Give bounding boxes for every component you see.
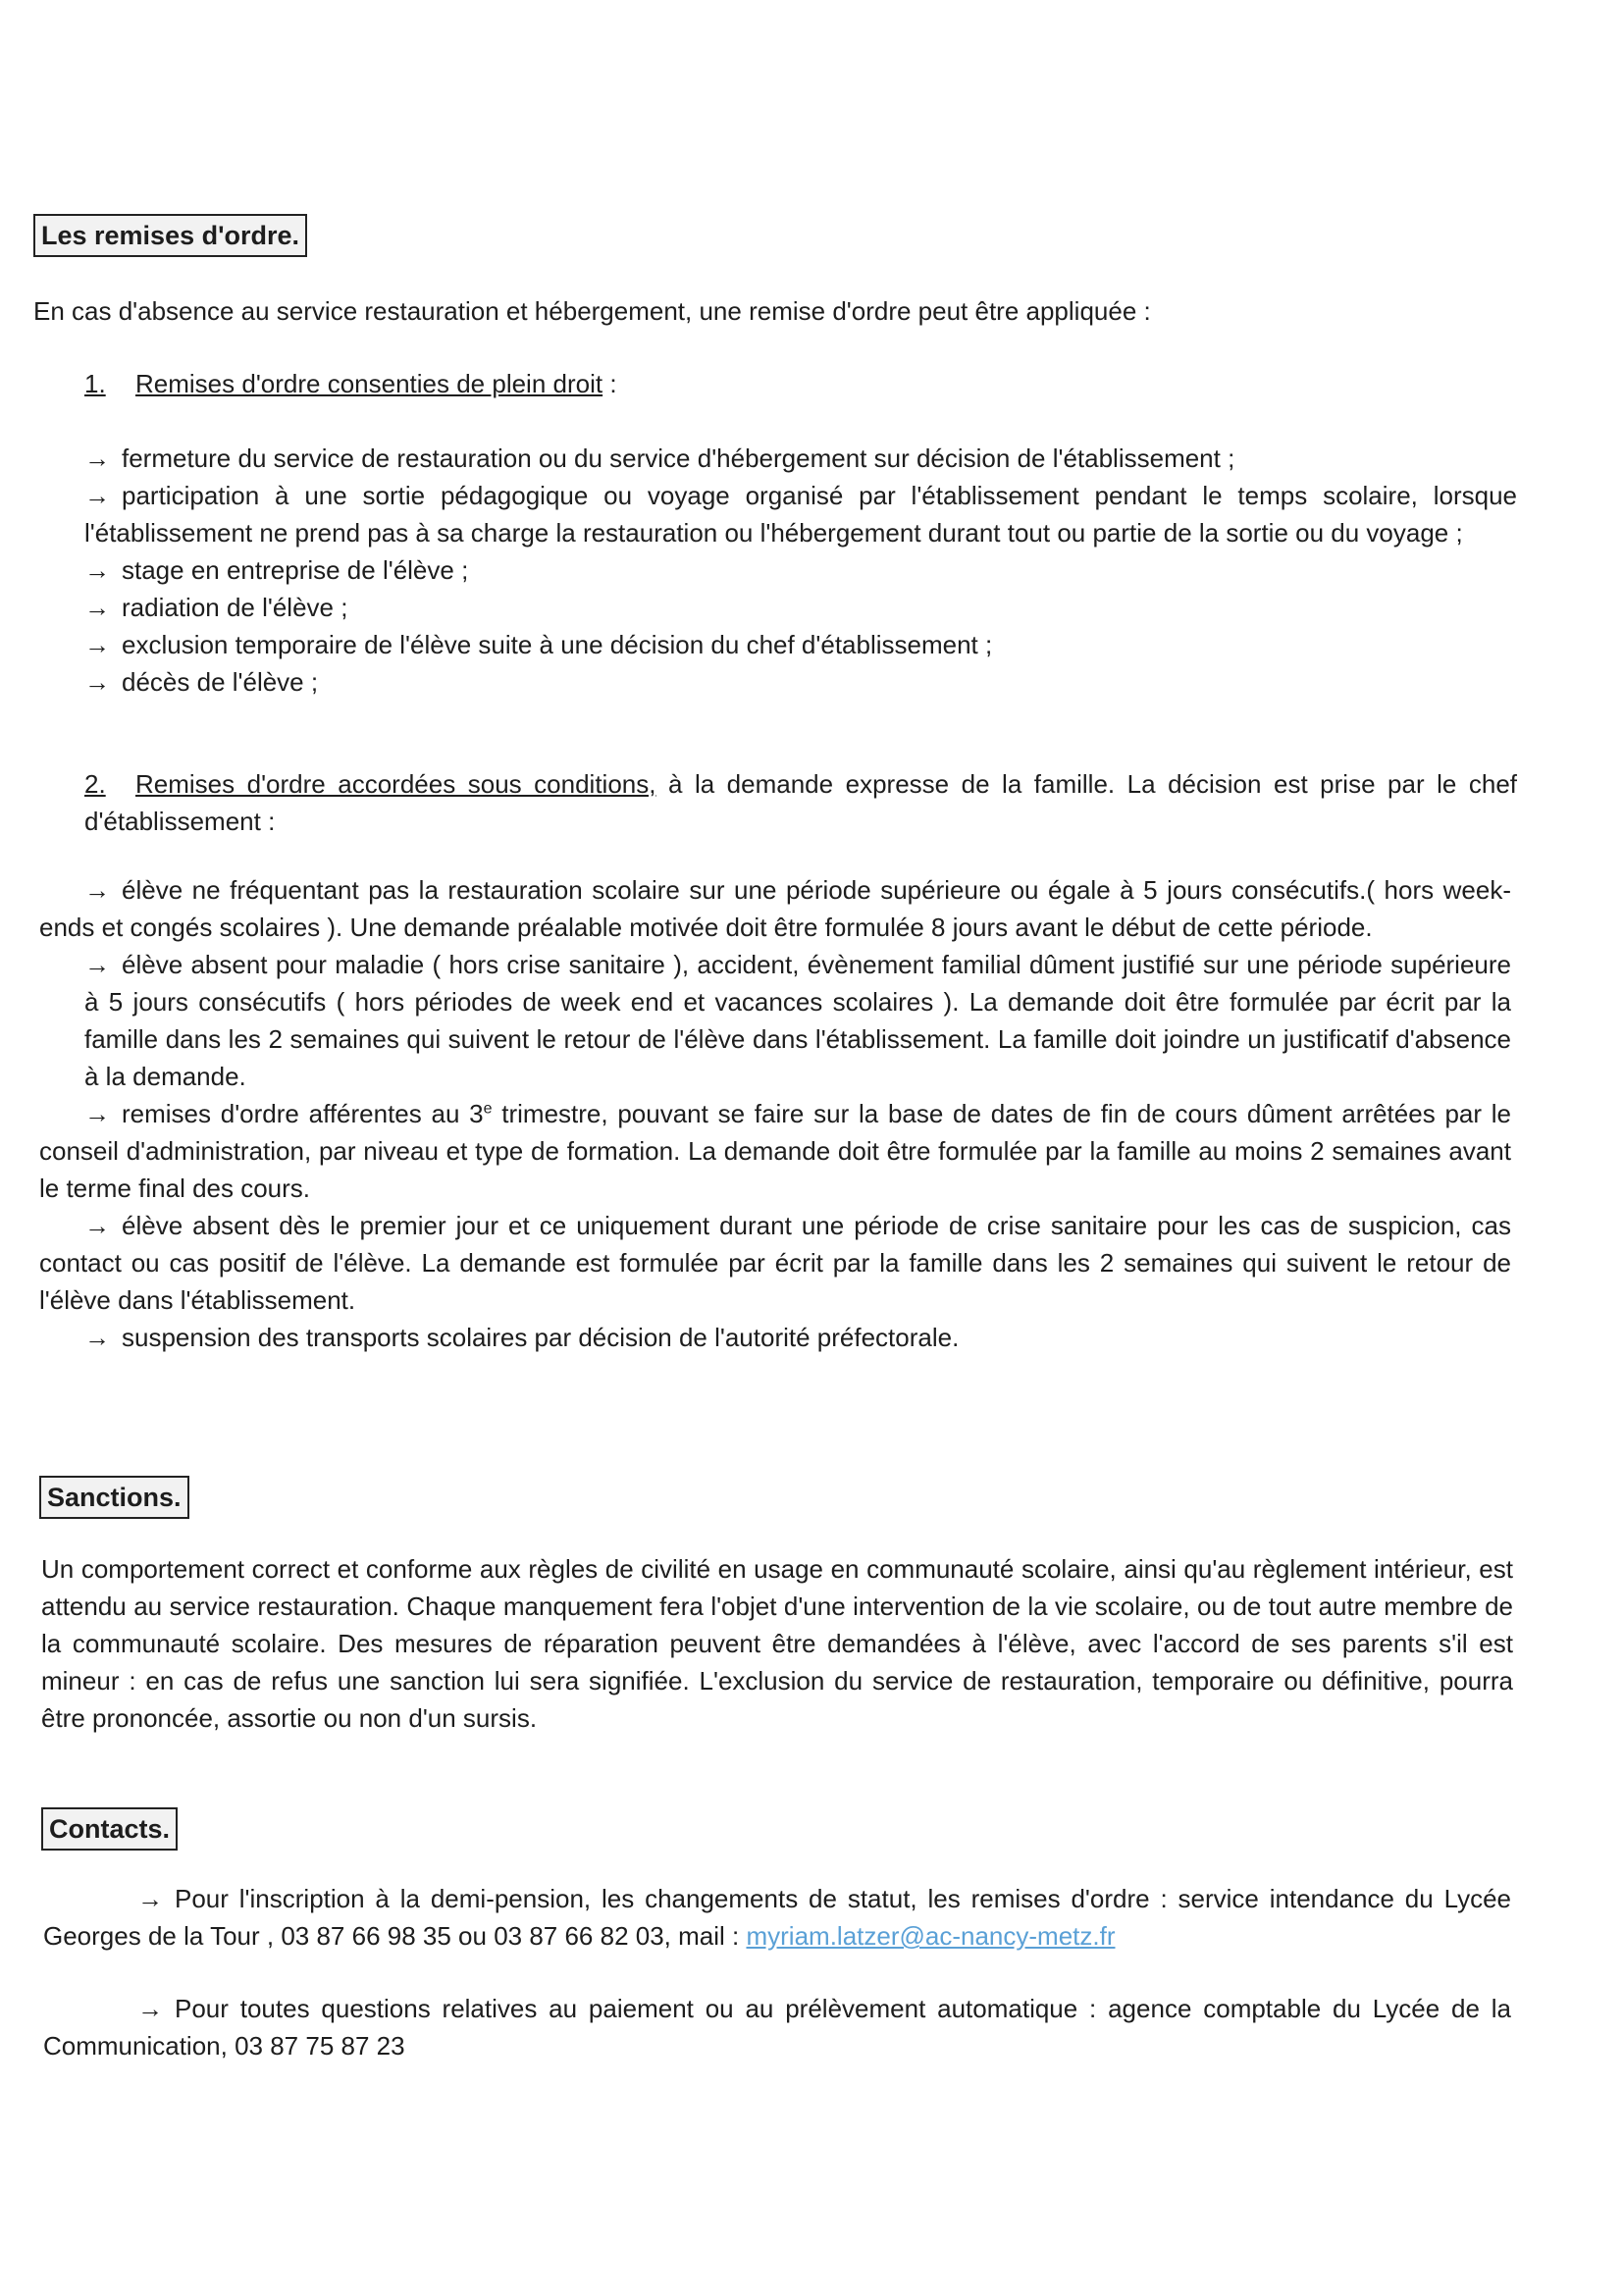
sanctions-text: Un comportement correct et conforme aux règles de civilité en usage en communauté scolaire, ainsi qu'au règlement intérieur, est attendu au service restauration. Chaque manquement fera l'objet d'une intervention de la vie scolaire, ou de tout autre membre de la communauté scolaire. Des mesures de réparation peuvent être demandées à l'élève, avec l'accord de ses parents s'il est mineur : en cas de refus une sanction lui sera signifiée. L'exclusion du service de restauration, temporaire ou définitive, pourra être prononcée, assortie ou non d'un sursis. [41,1554,1513,1733]
contacts-heading: Contacts. [41,1807,178,1851]
email-link[interactable]: myriam.latzer@ac-nancy-metz.fr [746,1921,1116,1951]
list-item: → suspension des transports scolaires par décision de l'autorité préfectorale. [39,1319,1511,1356]
section2-rest: à la demande expresse de la famille. La décision est prise par le chef d'établissement : [84,769,1518,836]
list-item: → élève absent dès le premier jour et ce uniquement durant une période de crise sanitaire pour les cas de suspicion, cas contact ou cas positif de l'élève. La demande est formulée par écrit par la famille dans les 2 semaines qui suivent le retour de l'élève dans l'établissement. [39,1207,1511,1319]
arrow-right-icon: → [84,1211,110,1240]
section1-title: Remises d'ordre consenties de plein droit [135,369,603,398]
section1-suffix: : [602,369,617,398]
arrow-right-icon: → [84,875,110,905]
contact-item: → Pour toutes questions relatives au paiement ou au prélèvement automatique : agence comptable du Lycée de la Communication, 03 87 75 87 23 [43,1990,1511,2064]
arrow-right-icon: → [84,444,110,473]
section2-title-line [84,765,1517,840]
arrow-right-icon: → [84,950,110,979]
section1-title-line [84,365,1556,402]
sanctions-heading: Sanctions. [39,1476,189,1519]
list-item: → élève absent pour maladie ( hors crise sanitaire ), accident, évènement familial dûment justifié sur une période supérieure à 5 jours consécutifs ( hors périodes de week end et vacances scolaires ). La demande doit être formulée par écrit par la famille dans les 2 semaines qui suivent le retour de l'élève dans l'établissement. La famille doit joindre un justificatif d'absence à la demande. [39,946,1511,1095]
list-item: → décès de l'élève ; [84,663,1517,701]
arrow-right-icon: → [84,593,110,622]
remises-heading: Les remises d'ordre. [33,214,307,257]
list-item: → élève ne fréquentant pas la restauration scolaire sur une période supérieure ou égale à 5 jours consécutifs.( hors week-ends et congés scolaires ). Une demande préalable motivée doit être formulée 8 jours avant le début de cette période. [39,871,1511,946]
arrow-right-icon: → [137,1884,163,1913]
list-item: → radiation de l'élève ; [84,589,1517,626]
list-item: → stage en entreprise de l'élève ; [84,551,1517,589]
section1-list [84,440,1517,701]
list-item: → fermeture du service de restauration ou du service d'hébergement sur décision de l'établissement ; [84,440,1517,477]
arrow-right-icon: → [84,667,110,697]
sanctions-heading-box [39,1476,189,1519]
arrow-right-icon: → [84,481,110,510]
remises-heading-box [33,214,307,257]
list-item: → participation à une sortie pédagogique ou voyage organisé par l'établissement pendant le temps scolaire, lorsque l'établissement ne prend pas à sa charge la restauration ou l'hébergement durant tout ou partie de la sortie ou du voyage ; [84,477,1517,551]
arrow-right-icon: → [84,1323,110,1352]
section1-number: 1. [84,369,106,398]
section2-number: 2. [84,769,106,799]
section2-title: Remises d'ordre accordées sous conditions, [135,769,656,799]
remises-intro: En cas d'absence au service restauration et hébergement, une remise d'ordre peut être appliquée : [33,296,1151,326]
contact-item: → Pour l'inscription à la demi-pension, les changements de statut, les remises d'ordre : service intendance du Lycée Georges de la Tour , 03 87 66 98 35 ou 03 87 66 82 03, mail : myriam.latzer@ac-nancy-metz.fr [43,1880,1511,1955]
arrow-right-icon: → [137,1994,163,2023]
arrow-right-icon: → [84,630,110,659]
arrow-right-icon: → [84,555,110,585]
arrow-right-icon: → [84,1099,110,1128]
section2-list [39,871,1511,1356]
list-item: → exclusion temporaire de l'élève suite à une décision du chef d'établissement ; [84,626,1517,663]
list-item: → remises d'ordre afférentes au 3e trimestre, pouvant se faire sur la base de dates de fin de cours dûment arrêtées par le conseil d'administration, par niveau et type de formation. La demande doit être formulée par la famille au moins 2 semaines avant le terme final des cours. [39,1095,1511,1207]
contacts-heading-box [41,1807,178,1851]
